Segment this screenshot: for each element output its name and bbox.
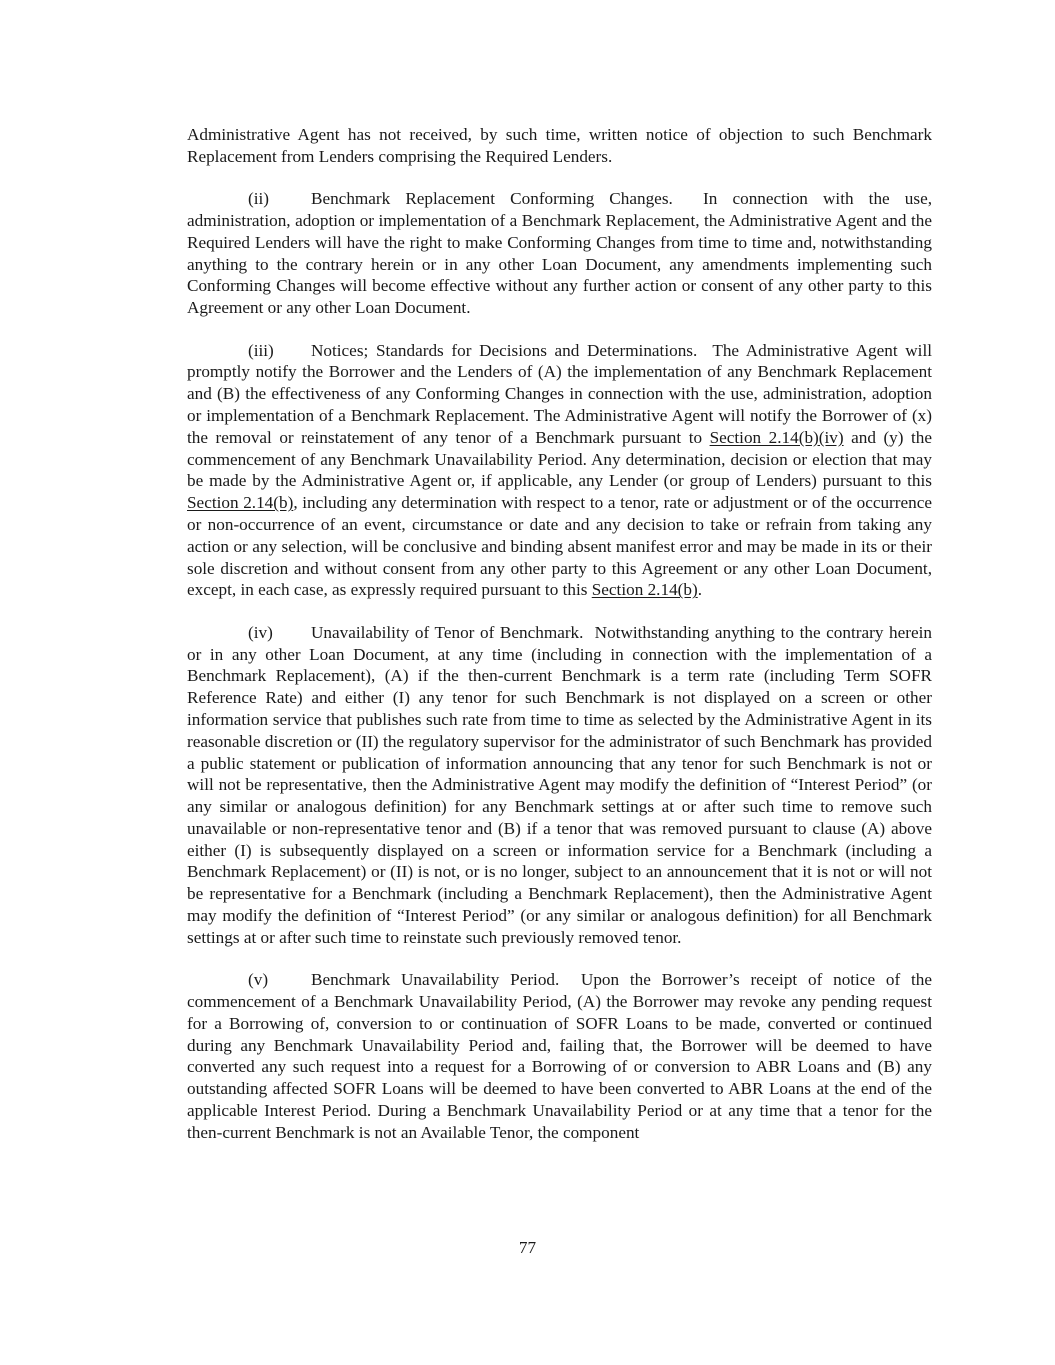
section-reference-link[interactable]: Section 2.14(b)(iv)	[709, 427, 844, 447]
paragraph-text: Notwithstanding anything to the contrary herein or in any other Loan Document, at any time (including in connection with the implementation of a Benchmark Replacement), (A) if the then-current Benchmark is a term rate (including Term SOFR Reference Rate) and either (I) any tenor for such Benchmark is not displayed on a screen or other information service that publishes such rate from time to time as selected by the Administrative Agent in its reasonable discretion or (II) the regulatory supervisor for the administrator of such Benchmark has provided a public statement or publication of information announcing that any tenor for such Benchmark is not or will not be representative, then the Administrative Agent may modify the definition of “Interest Period” (or any similar or analogous definition) for any Benchmark settings at or after such time to remove such unavailable or non-representative tenor and (B) if a tenor that was removed pursuant to clause (A) above either (I) is subsequently displayed on a screen or information service for a Benchmark (including a Benchmark Replacement) or (II) is not, or is no longer, subject to an announcement that it is not or will not be representative for a Benchmark (including a Benchmark Replacement), then the Administrative Agent may modify the definition of “Interest Period” (or any similar or analogous definition) for all Benchmark settings at or after such time to reinstate such previously removed tenor.	[187, 622, 932, 947]
clause-heading: Benchmark Unavailability Period.	[311, 970, 560, 990]
paragraph-text: Administrative Agent has not received, by such time, written notice of objection to such Benchmark Replacement from Lenders comprising the Required Lenders.	[187, 125, 932, 166]
document-page	[187, 124, 932, 1164]
clause-heading: Unavailability of Tenor of Benchmark.	[311, 622, 584, 642]
paragraph-iv	[187, 622, 932, 949]
paragraph-text: .	[697, 580, 703, 600]
paragraph-ii	[187, 188, 932, 319]
clause-number: (iii)	[248, 340, 274, 360]
paragraph-text: The Administrative Agent will promptly notify the Borrower and the Lenders of (A) the implementation of any Benchmark Replacement and (B) the effectiveness of any Conforming Changes in connection with the use, administration, adoption or implementation of a Benchmark Replacement. The Administrative Agent will notify the Borrower of (x) the removal or reinstatement of any tenor of a Benchmark pursuant to	[187, 340, 932, 447]
paragraph-text: In connection with the use, administration, adoption or implementation of a Benchmark Replacement, the Administrative Agent and the Required Lenders will have the right to make Conforming Changes from time to time and, notwithstanding anything to the contrary herein or in any other Loan Document, any amendments implementing such Conforming Changes will become effective without any further action or consent of any other party to this Agreement or any other Loan Document.	[187, 189, 932, 318]
section-reference-link[interactable]: Section 2.14(b)	[591, 580, 698, 600]
paragraph-iii	[187, 340, 932, 602]
clause-number: (iv)	[248, 622, 273, 642]
clause-heading: Benchmark Replacement Conforming Changes.	[311, 189, 673, 209]
section-reference-link[interactable]: Section 2.14(b)	[187, 493, 294, 513]
paragraph-text: , including any determination with respect to a tenor, rate or adjustment or of the occurrence or non-occurrence of an event, circumstance or date and any decision to take or refrain from taking any action or any selection, will be conclusive and binding absent manifest error and may be made in its or their sole discretion and without consent from any other party to this Agreement or any other Loan Document, except, in each case, as expressly required pursuant to this	[187, 493, 932, 600]
paragraph-text: and (y) the commencement of any Benchmark Unavailability Period. Any determination, decision or election that may be made by the Administrative Agent or, if applicable, any Lender (or group of Lenders) pursuant to this	[187, 427, 932, 491]
clause-number: (ii)	[248, 189, 269, 209]
paragraph-text: Upon the Borrower’s receipt of notice of the commencement of a Benchmark Unavailability Period, (A) the Borrower may revoke any pending request for a Borrowing of, conversion to or continuation of SOFR Loans to be made, converted or continued during any Benchmark Unavailability Period and, failing that, the Borrower will be deemed to have converted any such request into a request for a Borrowing of or conversion to ABR Loans and (B) any outstanding affected SOFR Loans will be deemed to have been converted to ABR Loans at the end of the applicable Interest Period. During a Benchmark Unavailability Period or at any time that a tenor for the then-current Benchmark is not an Available Tenor, the component	[187, 970, 932, 1142]
paragraph-v	[187, 969, 932, 1143]
clause-heading: Notices; Standards for Decisions and Determinations.	[311, 340, 698, 360]
page-number: 77	[518, 1238, 537, 1257]
clause-number: (v)	[248, 970, 269, 990]
paragraph-continuation	[187, 124, 932, 168]
